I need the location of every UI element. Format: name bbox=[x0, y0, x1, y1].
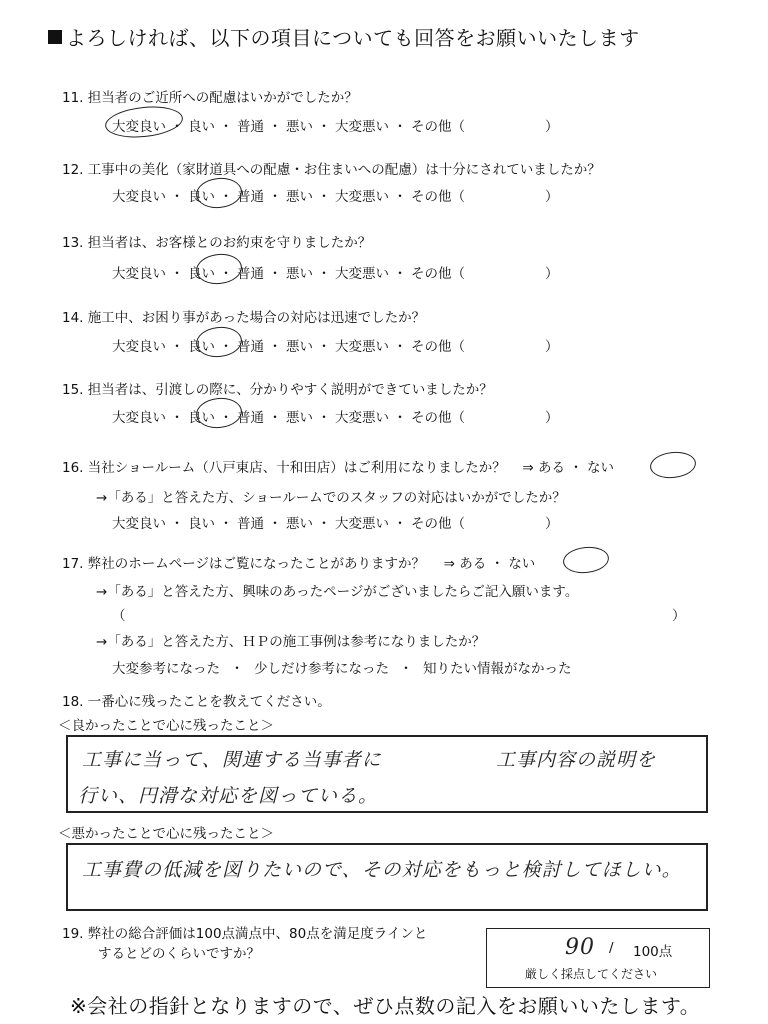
good-comment-line-1b: 工事内容の説明を bbox=[496, 749, 657, 771]
option-very-good[interactable]: 大変良い bbox=[112, 189, 166, 205]
options-15: 大変良い ・ 良い ・ 普通 ・ 悪い ・ 大変悪い ・ その他（ ） bbox=[112, 406, 559, 426]
option-bad[interactable]: 悪い bbox=[286, 516, 313, 532]
score-note: 厳しく採点してください bbox=[525, 967, 658, 981]
option-normal[interactable]: 普通 bbox=[237, 119, 264, 135]
option-good[interactable]: 良い bbox=[188, 266, 215, 282]
question-text: 担当者のご近所への配慮はいかがでしたか？ bbox=[87, 90, 358, 106]
question-text: 弊社の総合評価は100点満点中、80点を満足度ラインと bbox=[87, 926, 428, 942]
question-text: 一番心に残ったことを教えてください。 bbox=[87, 694, 331, 710]
option-very-good[interactable]: 大変良い bbox=[112, 516, 166, 532]
options-14: 大変良い ・ 良い ・ 普通 ・ 悪い ・ 大変悪い ・ その他（ ） bbox=[112, 335, 559, 355]
good-comment-box[interactable] bbox=[66, 735, 708, 813]
score-max: 100点 bbox=[633, 944, 673, 960]
option-very-bad[interactable]: 大変悪い bbox=[335, 266, 389, 282]
good-comment-line-1a: 工事に当って、関連する当事者に bbox=[82, 749, 382, 771]
question-text: 施工中、お困り事があった場合の対応は迅速でしたか？ bbox=[87, 310, 426, 326]
question-18 bbox=[62, 690, 331, 710]
question-number: 13. bbox=[62, 235, 84, 251]
answer-circle bbox=[195, 176, 244, 211]
question-number: 19. bbox=[62, 926, 84, 942]
question-15 bbox=[62, 378, 493, 398]
paren-close: ） bbox=[545, 119, 559, 135]
question-number: 18. bbox=[62, 694, 84, 710]
good-label: ＜良かったことで心に残ったこと＞ bbox=[58, 718, 274, 734]
option-other[interactable]: その他（ bbox=[411, 516, 465, 532]
question-text: 弊社のホームページはご覧になったことがありますか？ bbox=[87, 556, 426, 572]
option-good[interactable]: 良い bbox=[188, 189, 215, 205]
score-value: 90 bbox=[565, 935, 595, 960]
option-very-bad[interactable]: 大変悪い bbox=[335, 339, 389, 355]
option-very-good[interactable]: 大変良い bbox=[112, 266, 166, 282]
option-normal[interactable]: 普通 bbox=[237, 189, 264, 205]
answer-circle bbox=[104, 103, 185, 141]
answer-circle bbox=[649, 450, 697, 481]
option-slightly-helpful[interactable]: 少しだけ参考になった bbox=[254, 661, 389, 677]
option-normal[interactable]: 普通 bbox=[237, 516, 264, 532]
question-number: 17. bbox=[62, 556, 84, 572]
option-bad[interactable]: 悪い bbox=[286, 189, 313, 205]
options-13: 大変良い ・ 良い ・ 普通 ・ 悪い ・ 大変悪い ・ その他（ ） bbox=[112, 262, 559, 282]
question-17: 17. 弊社のホームページはご覧になったことがありますか？ ⇒ ある ・ ない bbox=[62, 556, 536, 572]
answer-no[interactable]: ない bbox=[508, 556, 536, 572]
option-other[interactable]: その他（ bbox=[411, 119, 465, 135]
footer-note: ※会社の指針となりますので、ぜひ点数の記入をお願いいたします。 bbox=[70, 994, 701, 1018]
good-comment-line-2: 行い、円滑な対応を図っている。 bbox=[78, 785, 379, 807]
question-text: 工事中の美化（家財道具への配慮・お住まいへの配慮）は十分にされていましたか？ bbox=[87, 162, 601, 178]
arrow-right-icon: ⇒ bbox=[443, 556, 455, 572]
option-very-helpful[interactable]: 大変参考になった bbox=[112, 661, 220, 677]
arrow-right-icon: ⇒ bbox=[522, 460, 534, 476]
option-very-bad[interactable]: 大変悪い bbox=[335, 189, 389, 205]
bad-comment-box[interactable] bbox=[66, 843, 708, 911]
option-very-bad[interactable]: 大変悪い bbox=[335, 119, 389, 135]
option-bad[interactable]: 悪い bbox=[286, 410, 313, 426]
question-number: 12. bbox=[62, 162, 84, 178]
question-number: 15. bbox=[62, 382, 84, 398]
option-very-good[interactable]: 大変良い bbox=[112, 119, 166, 135]
paren-close: ） bbox=[545, 516, 559, 532]
option-other[interactable]: その他（ bbox=[411, 339, 465, 355]
header-text: よろしければ、以下の項目についても回答をお願いいたします bbox=[66, 26, 640, 50]
paren-close: ） bbox=[545, 410, 559, 426]
question-19 bbox=[62, 922, 427, 942]
question-17-followup-2: →「ある」と答えた方、ＨＰの施工事例は参考になりましたか？ bbox=[96, 634, 486, 650]
answer-yes[interactable]: ある bbox=[537, 460, 565, 476]
question-text: 担当者は、お客様とのお約束を守りましたか？ bbox=[87, 235, 372, 251]
question-number: 14. bbox=[62, 310, 84, 326]
question-text-2: するとどのくらいですか？ bbox=[98, 946, 260, 962]
question-text: 当社ショールーム（八戸東店、十和田店）はご利用になりましたか？ bbox=[87, 460, 506, 476]
option-very-bad[interactable]: 大変悪い bbox=[335, 410, 389, 426]
paren-close: ） bbox=[545, 189, 559, 205]
option-very-good[interactable]: 大変良い bbox=[112, 339, 166, 355]
question-11 bbox=[62, 86, 358, 106]
score-slash: / bbox=[609, 940, 614, 956]
score-box[interactable] bbox=[486, 928, 710, 988]
answer-yes[interactable]: ある bbox=[459, 556, 487, 572]
option-good[interactable]: 良い bbox=[188, 339, 215, 355]
options-12: 大変良い ・ 良い ・ 普通 ・ 悪い ・ 大変悪い ・ その他（ ） bbox=[112, 185, 559, 205]
square-bullet-icon bbox=[48, 30, 62, 44]
question-16: 16. 当社ショールーム（八戸東店、十和田店）はご利用になりましたか？ ⇒ ある ・ ない bbox=[62, 460, 615, 476]
question-12 bbox=[62, 158, 601, 178]
options-17: 大変参考になった ・ 少しだけ参考になった ・ 知りたい情報がなかった bbox=[112, 657, 572, 677]
bad-comment-line-1: 工事費の低減を図りたいので、その対応をもっと検討してほしい。 bbox=[82, 859, 682, 881]
question-13 bbox=[62, 231, 371, 251]
option-good[interactable]: 良い bbox=[188, 119, 215, 135]
bad-label: ＜悪かったことで心に残ったこと＞ bbox=[58, 826, 274, 842]
question-text: 担当者は、引渡しの際に、分かりやすく説明ができていましたか？ bbox=[87, 382, 493, 398]
option-other[interactable]: その他（ bbox=[411, 189, 465, 205]
question-16-followup: →「ある」と答えた方、ショールームでのスタッフの対応はいかがでしたか？ bbox=[96, 490, 566, 506]
option-not-helpful[interactable]: 知りたい情報がなかった bbox=[423, 661, 572, 677]
question-17-followup-1: →「ある」と答えた方、興味のあったページがございましたらご記入願います。 bbox=[96, 584, 579, 600]
option-very-bad[interactable]: 大変悪い bbox=[335, 516, 389, 532]
question-number: 16. bbox=[62, 460, 84, 476]
option-normal[interactable]: 普通 bbox=[237, 339, 264, 355]
options-11: 大変良い ・ 良い ・ 普通 ・ 悪い ・ 大変悪い ・ その他（ ） bbox=[112, 115, 559, 135]
question-number: 11. bbox=[62, 90, 84, 106]
paren-close: ） bbox=[545, 266, 559, 282]
option-other[interactable]: その他（ bbox=[411, 410, 465, 426]
answer-circle bbox=[562, 545, 610, 576]
option-other[interactable]: その他（ bbox=[411, 266, 465, 282]
answer-no[interactable]: ない bbox=[587, 460, 615, 476]
option-bad[interactable]: 悪い bbox=[286, 266, 313, 282]
header-title bbox=[48, 22, 640, 51]
option-bad[interactable]: 悪い bbox=[286, 339, 313, 355]
option-good[interactable]: 良い bbox=[188, 516, 215, 532]
option-normal[interactable]: 普通 bbox=[237, 266, 264, 282]
option-very-good[interactable]: 大変良い bbox=[112, 410, 166, 426]
question-14 bbox=[62, 306, 425, 326]
option-normal[interactable]: 普通 bbox=[237, 410, 264, 426]
option-bad[interactable]: 悪い bbox=[286, 119, 313, 135]
option-good[interactable]: 良い bbox=[188, 410, 215, 426]
paren-open: （ bbox=[112, 608, 126, 624]
paren-close: ） bbox=[672, 608, 686, 624]
options-16: 大変良い ・ 良い ・ 普通 ・ 悪い ・ 大変悪い ・ その他（ ） bbox=[112, 512, 559, 532]
paren-close: ） bbox=[545, 339, 559, 355]
